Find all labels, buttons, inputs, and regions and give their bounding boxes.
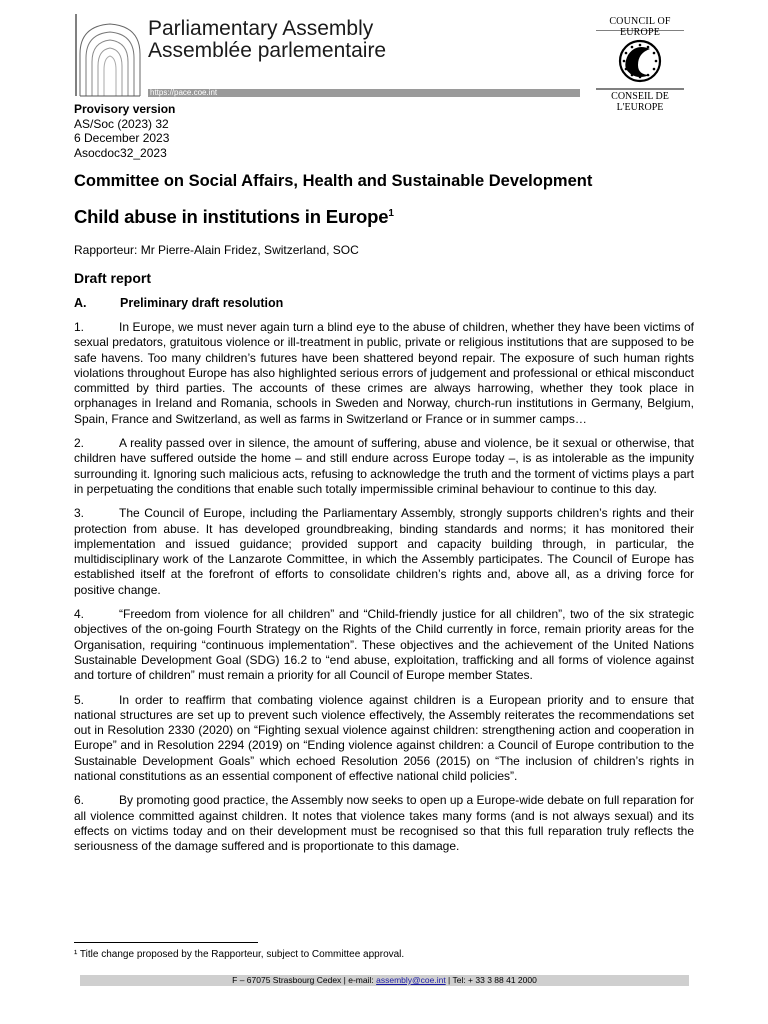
report-type: Draft report xyxy=(74,270,152,286)
paragraph-number: 6. xyxy=(74,793,85,808)
document-date: 6 December 2023 xyxy=(74,131,170,145)
footer-telephone: | Tel: + 33 3 88 41 2000 xyxy=(445,975,537,985)
paragraph-number: 3. xyxy=(74,506,85,521)
report-title xyxy=(74,206,394,228)
pace-logo-icon xyxy=(74,14,144,98)
paragraph xyxy=(74,320,694,427)
coe-name-en: COUNCIL OF EUROPE xyxy=(609,16,671,38)
paragraph xyxy=(74,607,694,683)
paragraph xyxy=(74,436,694,497)
assembly-title-en: Parliamentary Assembly xyxy=(148,17,374,40)
paragraph-list xyxy=(74,320,694,864)
paragraph-number: 5. xyxy=(74,692,85,707)
footnote: ¹ Title change proposed by the Rapporteur, subject to Committee approval. xyxy=(74,949,405,960)
paragraph-text: The Council of Europe, including the Parliamentary Assembly, strongly supports children’s rights and their protection from abuse. It has developed groundbreaking, binding standards and norms; it has monitored their implementation and issued guidance; provided support and capacity building through, in particular, the multidisciplinary work of the Lanzarote Committee, in which the Assembly participates. The Council of Europe has established itself at the forefront of efforts to consolidate children’s rights and, above all, as a driving force for positive change. xyxy=(74,506,694,597)
page-footer xyxy=(80,975,689,986)
section-heading xyxy=(74,296,283,310)
coe-emblem-icon xyxy=(588,30,692,90)
title-footnote-mark[interactable]: 1 xyxy=(388,207,394,219)
paragraph xyxy=(74,693,694,785)
paragraph xyxy=(74,793,694,854)
assembly-title xyxy=(148,18,386,62)
section-title: Preliminary draft resolution xyxy=(120,296,284,310)
paragraph-text: A reality passed over in silence, the amount of suffering, abuse and violence, be it sexual or otherwise, that children have suffered outside the home – and still endure across Europe today –, is as intolerable as the impunity surrounding it. Ignoring such malicious acts, refusing to acknowledge the truth and the torment of victims plays a part in perpetuating the conditions that enable such totally impermissible criminal behaviour to continue to this day. xyxy=(74,436,694,496)
paragraph-text: By promoting good practice, the Assembly now seeks to open up a Europe-wide debate on full reparation for all violence committed against children. It notes that violence takes many forms (and is not always sexual) and its effects on victims today and on their development must be recognised so that this full reparation truly reflects the seriousness of the damage suffered and is proportionate to this damage. xyxy=(74,793,695,854)
document-code: Asocdoc32_2023 xyxy=(74,145,167,160)
coe-name-fr: CONSEIL DE L'EUROPE xyxy=(611,91,669,113)
paragraph-text: In Europe, we must never again turn a blind eye to the abuse of children, whether they have been victims of sexual predators, gratuitous violence or ill-treatment in public, private or religious institutions that are supposed to be safe havens. Too many children’s futures have been shattered beyond repair. The exposure of such human rights violations throughout Europe has also highlighted serious errors of judgement and professional or ethical misconduct committed by third parties. The accounts of these crimes are always harrowing, whether they took place in orphanages in Ireland and Romania, schools in Sweden and Norway, church-run institutions in Germany, Belgium, Spain, France and Switzerland, as well as farms in Switzerland or France or in summer camps… xyxy=(74,320,694,426)
paragraph-text: In order to reaffirm that combating violence against children is a European priority and to ensure that national structures are set up to prevent such violence effectively, the Assembly reiterates the recommendations set out in Resolution 2330 (2020) on “Fighting sexual violence against children: strengthening action and cooperation in Europe” and in Resolution 2294 (2019) on “Ending violence against children: a Council of Europe contribution to the Sustainable Development Goals” which echoed Resolution 2056 (2015) on “The inclusion of children’s rights in national constitutions as an essential component of effective national child policies”. xyxy=(74,692,694,784)
footer-address: F – 67075 Strasbourg Cedex | e-mail: xyxy=(232,975,377,985)
version-label: Provisory version xyxy=(74,102,176,116)
committee-name: Committee on Social Affairs, Health and Sustainable Development xyxy=(74,172,593,190)
coe-logo-block xyxy=(588,16,692,113)
paragraph-number: 1. xyxy=(74,320,85,334)
pace-url-link[interactable]: https://pace.coe.int xyxy=(150,88,218,97)
document-reference: AS/Soc (2023) 32 xyxy=(74,116,169,131)
paragraph-number: 2. xyxy=(74,436,85,451)
assembly-title-fr: Assemblée parlementaire xyxy=(148,39,387,62)
footer-email-link[interactable]: assembly@coe.int xyxy=(376,975,446,985)
document-metadata xyxy=(74,102,175,160)
report-title-text: Child abuse in institutions in Europe xyxy=(74,206,389,227)
paragraph xyxy=(74,506,694,598)
paragraph-text: “Freedom from violence for all children” and “Child-friendly justice for all children”, two of the six strategic objectives of the on-going Fourth Strategy on the Rights of the Child currently in force, remain priority areas for the Organisation, requiring “continuous implementation”. These objectives and the achievement of the United Nations Sustainable Development Goal (SDG) 16.2 to “end abuse, exploitation, trafficking and all forms of violence against and torture of children” must remain a priority for all Council of Europe member States. xyxy=(74,607,694,683)
section-letter: A. xyxy=(74,296,87,310)
footnote-divider xyxy=(74,942,258,943)
rapporteur-line: Rapporteur: Mr Pierre-Alain Fridez, Switzerland, SOC xyxy=(74,243,359,257)
paragraph-number: 4. xyxy=(74,607,85,622)
